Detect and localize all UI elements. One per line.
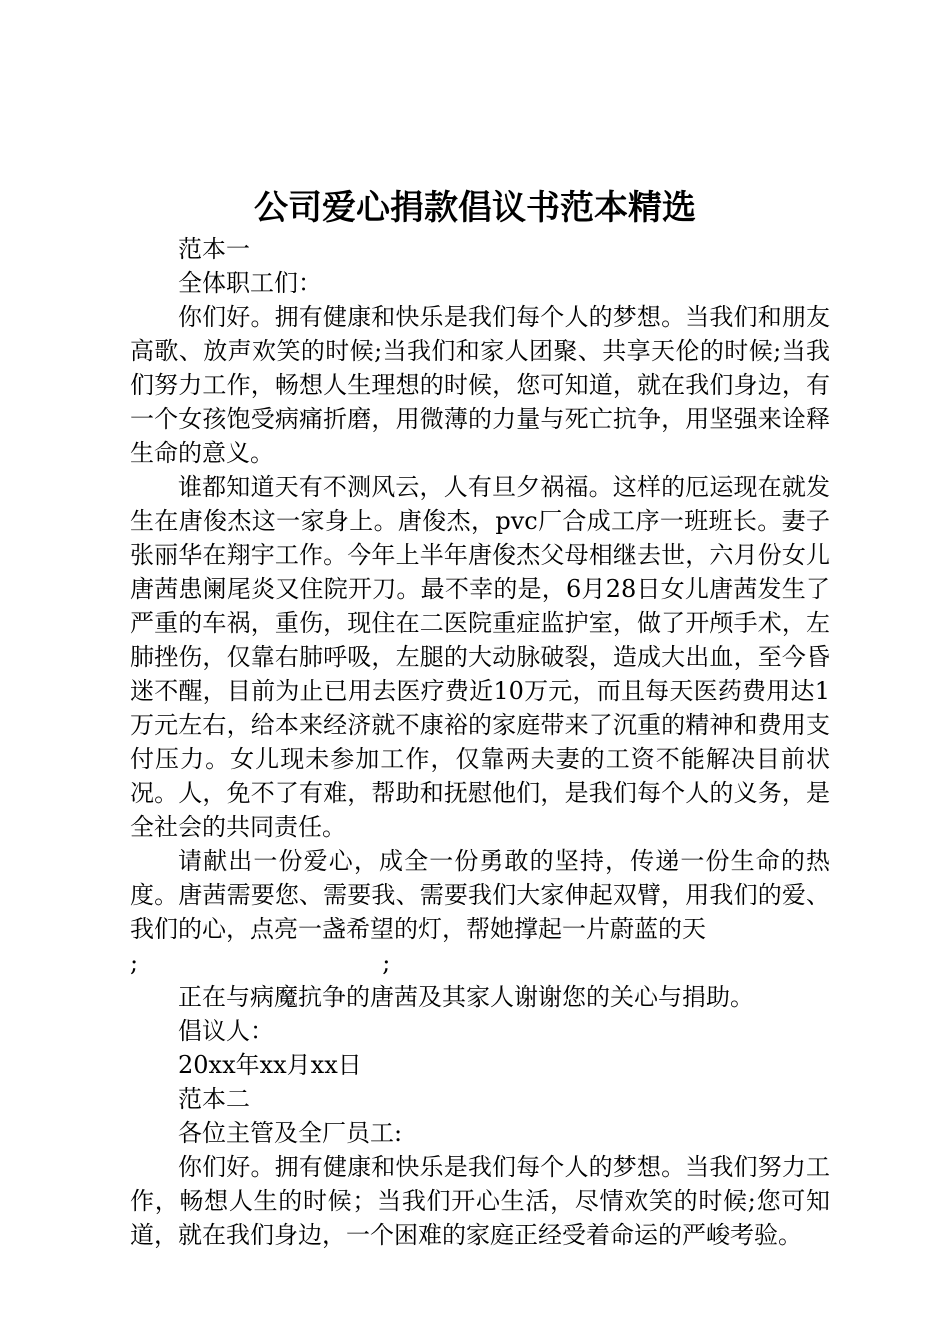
sample2-heading: 范本二 — [178, 1085, 250, 1113]
sample2-salutation: 各位主管及全厂员工: — [178, 1119, 403, 1147]
sample1-paragraph-1: 你们好。拥有健康和快乐是我们每个人的梦想。当我们和朋友高歌、放声欢笑的时候;当我们和家人团聚、共享天伦的时候;当我们努力工作，畅想人生理想的时候，您可知道，就在我们身边，有一个女孩饱受病痛折磨，用微薄的力量与死亡抗争，用坚强来诠释生命的意义。 — [130, 303, 830, 467]
sample2-paragraph-1: 你们好。拥有健康和快乐是我们每个人的梦想。当我们努力工作，畅想人生的时候；当我们开心生活，尽情欢笑的时候;您可知道，就在我们身边，一个困难的家庭正经受着命运的严峻考验。 — [130, 1153, 830, 1249]
sample1-paragraph-2: 谁都知道天有不测风云，人有旦夕祸福。这样的厄运现在就发生在唐俊杰这一家身上。唐俊杰，pvc厂合成工序一班班长。妻子张丽华在翔宇工作。今年上半年唐俊杰父母相继去世，六月份女儿唐茜患阑尾炎又住院开刀。最不幸的是，6月28日女儿唐茜发生了严重的车祸，重伤，现住在二医院重症监护室，做了开颅手术，左肺挫伤，仅靠右肺呼吸，左腿的大动脉破裂，造成大出血，至今昏迷不醒，目前为止已用去医疗费近10万元，而且每天医药费用达1万元左右，给本来经济就不康裕的家庭带来了沉重的精神和费用支付压力。女儿现未参加工作，仅靠两夫妻的工资不能解决目前状况。人，免不了有难，帮助和抚慰他们，是我们每个人的义务，是全社会的共同责任。 — [130, 473, 830, 841]
document-body — [130, 232, 830, 1252]
sample1-paragraph-4: 正在与病魔抗争的唐茜及其家人谢谢您的关心与捐助。 — [178, 983, 754, 1011]
sample1-paragraph-3: 请献出一份爱心，成全一份勇敢的坚持，传递一份生命的热度。唐茜需要您、需要我、需要我们大家伸起双臂，用我们的爱、我们的心，点亮一盏希望的灯，帮她撑起一片蔚蓝的天 — [130, 847, 830, 943]
document-title: 公司爱心捐款倡议书范本精选 — [254, 188, 696, 228]
sample1-semicolons: ; ; — [130, 949, 391, 977]
sample1-date: 20xx年xx月xx日 — [178, 1051, 362, 1079]
sample1-salutation: 全体职工们： — [178, 269, 322, 297]
sample1-heading: 范本一 — [178, 235, 250, 263]
sample1-initiator: 倡议人： — [178, 1017, 274, 1045]
